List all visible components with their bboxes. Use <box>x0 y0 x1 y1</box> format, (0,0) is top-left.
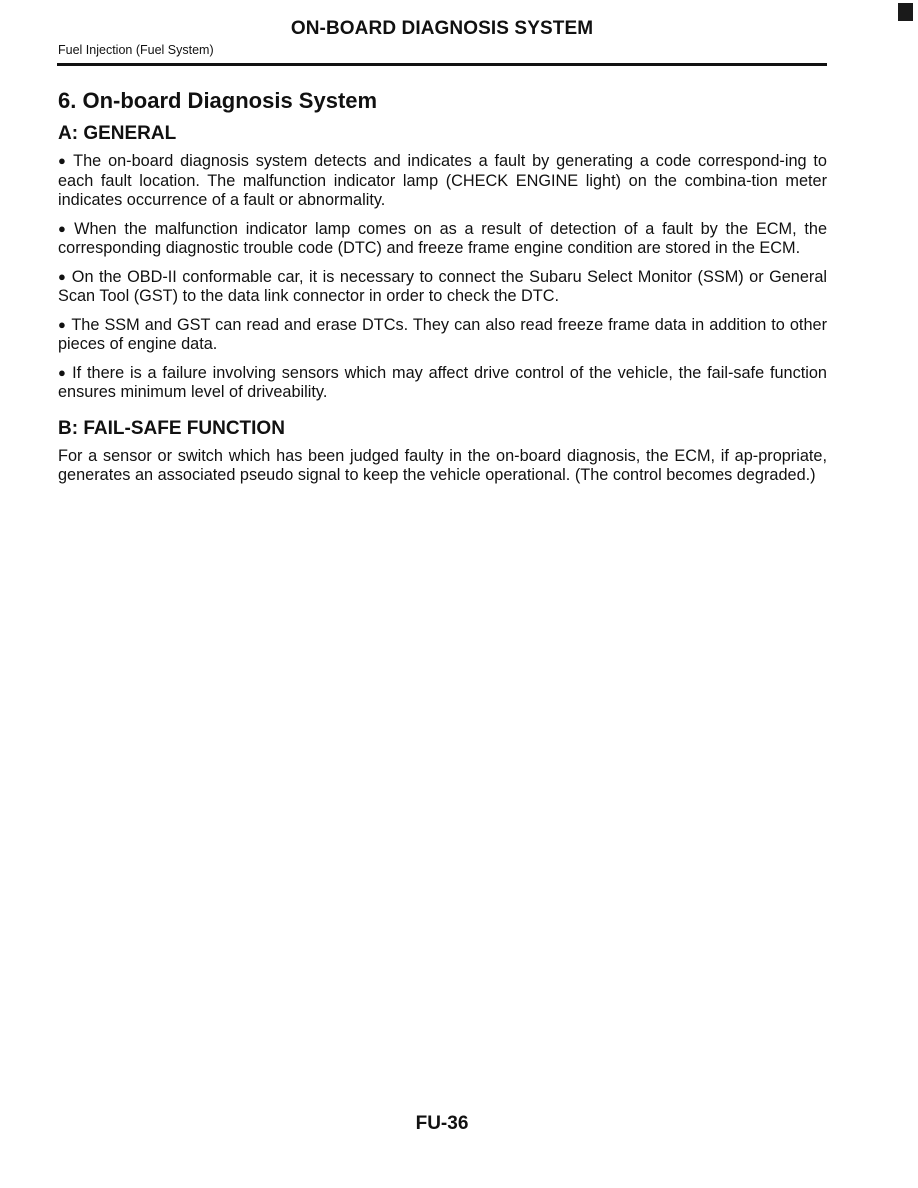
failsafe-paragraph: For a sensor or switch which has been judged faulty in the on-board diagnosis, the ECM, if ap-propriate, generates an associated pseudo signal to keep the vehicle operational. (The control becomes degraded.) <box>58 446 827 484</box>
document-body <box>58 88 827 495</box>
bullet-paragraph <box>58 152 827 211</box>
page-title: 6. On-board Diagnosis System <box>58 88 378 113</box>
bullet-icon: ● <box>58 268 67 284</box>
bullet-text: The SSM and GST can read and erase DTCs. They can also read freeze frame data in addition to other pieces of engine data. <box>58 315 827 353</box>
header-divider <box>57 63 827 66</box>
bullet-icon: ● <box>58 153 69 168</box>
page-number: FU-36 <box>415 1113 469 1134</box>
bullet-text: The on-board diagnosis system detects and indicates a fault by generating a code correspond-ing to each fault location. The malfunction indicator lamp (CHECK ENGINE light) on the combina-tion meter indicates occurrence of a fault or abnormality. <box>58 152 827 209</box>
bullet-paragraph <box>58 220 827 259</box>
bullet-paragraph <box>58 364 827 403</box>
section-label: Fuel Injection (Fuel System) <box>58 43 214 57</box>
bullet-text: If there is a failure involving sensors which may affect drive control of the vehicle, the fail-safe function ensures minimum level of driveability. <box>58 363 827 401</box>
bullet-icon: ● <box>58 316 67 332</box>
bullet-icon: ● <box>58 364 68 380</box>
running-title: ON-BOARD DIAGNOSIS SYSTEM <box>290 18 594 39</box>
failsafe-heading: B: FAIL-SAFE FUNCTION <box>58 417 285 439</box>
bullet-icon: ● <box>58 220 70 236</box>
bullet-paragraph <box>58 316 827 355</box>
bullet-paragraph <box>58 268 827 307</box>
scan-corner-mark <box>898 3 913 21</box>
bullet-text: When the malfunction indicator lamp comes on as a result of detection of a fault by the ECM, the corresponding diagnostic trouble code (DTC) and freeze frame engine condition are stored in the ECM. <box>58 219 828 257</box>
bullet-text: On the OBD-II conformable car, it is necessary to connect the Subaru Select Monitor (SSM) or General Scan Tool (GST) to the data link connector in order to check the DTC. <box>58 267 827 305</box>
general-heading: A: GENERAL <box>58 123 177 144</box>
